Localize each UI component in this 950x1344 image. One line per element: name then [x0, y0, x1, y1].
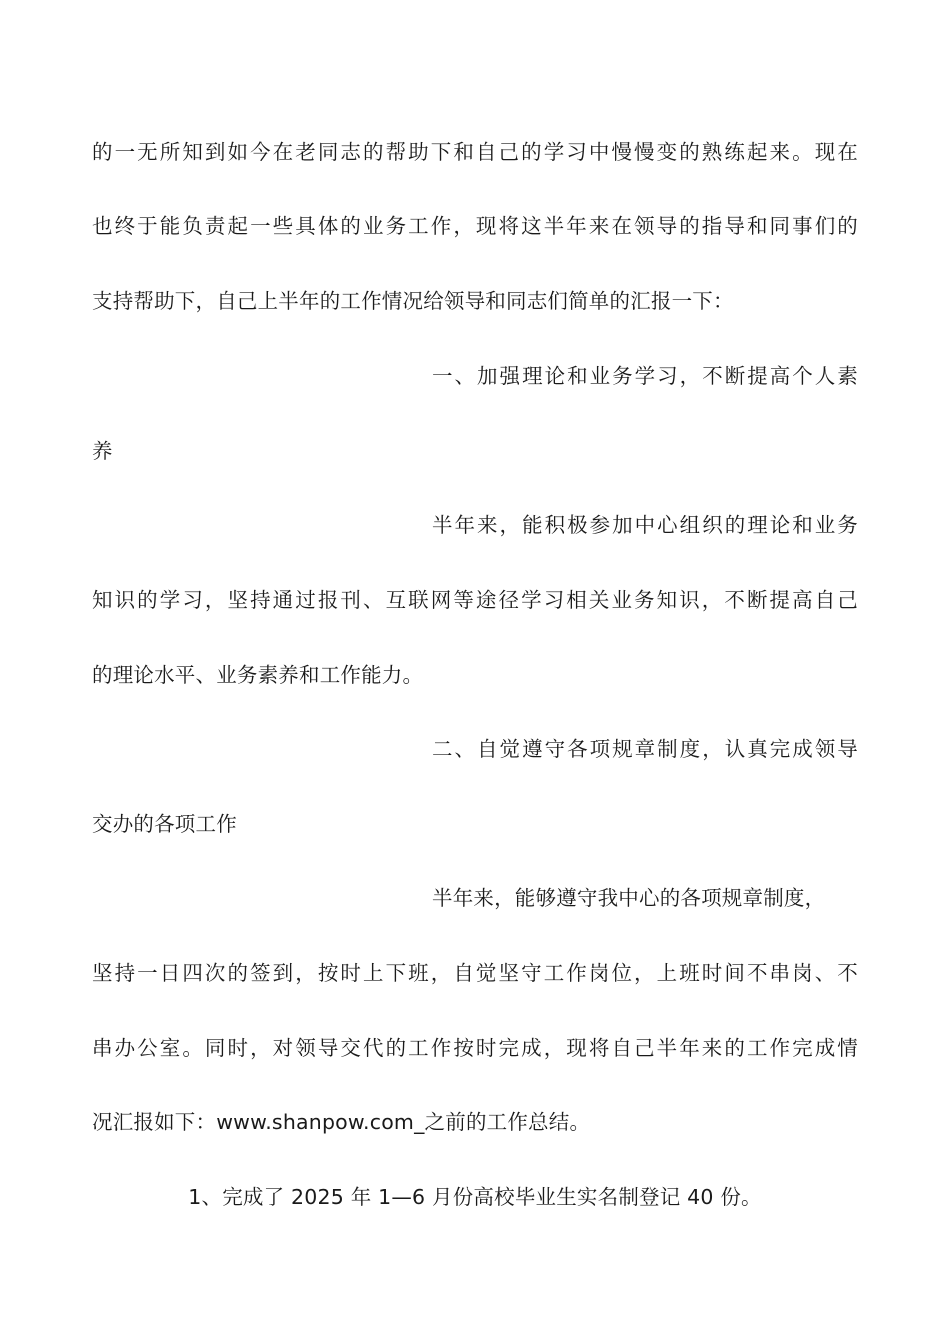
body-text-line: 支持帮助下，自己上半年的工作情况给领导和同志们简单的汇报一下：	[92, 289, 734, 313]
body-text-line: 半年来，能积极参加中心组织的理论和业务	[432, 513, 858, 537]
body-text-line: 串办公室。同时，对领导交代的工作按时完成，现将自己半年来的工作完成情	[92, 1036, 858, 1060]
section-heading-2: 二、自觉遵守各项规章制度，认真完成领导	[432, 737, 858, 761]
section-heading-1: 一、加强理论和业务学习，不断提高个人素	[432, 364, 858, 388]
body-text-line: 的理论水平、业务素养和工作能力。	[92, 663, 424, 687]
body-text-line: 的一无所知到如今在老同志的帮助下和自己的学习中慢慢变的熟练起来。现在	[92, 140, 858, 164]
list-item: 1、完成了 2025 年 1—6 月份高校毕业生实名制登记 40 份。	[188, 1185, 762, 1209]
section-heading-1-continued: 养	[92, 439, 113, 463]
body-text-line: 坚持一日四次的签到，按时上下班，自觉坚守工作岗位，上班时间不串岗、不	[92, 961, 858, 985]
body-text-line: 况汇报如下：www.shanpow.com_之前的工作总结。	[92, 1110, 591, 1134]
body-text-line: 知识的学习，坚持通过报刊、互联网等途径学习相关业务知识，不断提高自己	[92, 588, 858, 612]
body-text-line: 半年来，能够遵守我中心的各项规章制度，	[432, 886, 826, 910]
body-text-line: 也终于能负责起一些具体的业务工作，现将这半年来在领导的指导和同事们的	[92, 214, 858, 238]
section-heading-2-continued: 交办的各项工作	[92, 812, 237, 836]
